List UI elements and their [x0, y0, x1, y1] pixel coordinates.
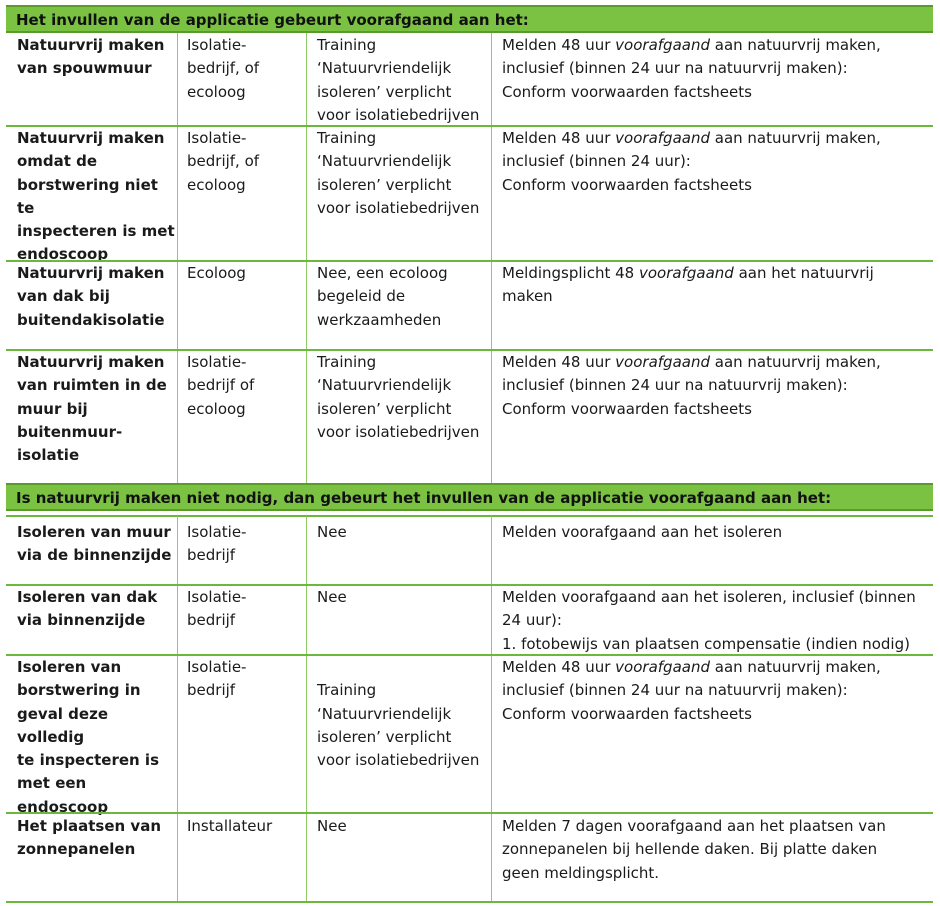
column-divider [177, 516, 178, 902]
activity-cell: Natuurvrij maken van spouwmuur [17, 36, 165, 78]
training-cell: Nee [317, 817, 347, 835]
report-text: Melden 48 uur [502, 36, 616, 54]
report-text: Melden 7 dagen voorafgaand aan het plaatsen van zonnepanelen bij hellende daken. Bij platte daken geen meldingsplicht. [502, 817, 886, 882]
column-divider [491, 516, 492, 902]
report-cell [502, 34, 927, 104]
report-text: Melden voorafgaand aan het isoleren [502, 523, 783, 541]
performer-cell: Isolatie- bedrijf, of ecoloog [187, 36, 260, 101]
training-cell: Training ‘Natuurvriendelijk isoleren’ verplicht voor isolatiebedrijven [317, 681, 480, 770]
performer-cell: Isolatie- bedrijf [187, 523, 247, 565]
performer-cell: Isolatie- bedrijf, of ecoloog [187, 129, 260, 194]
report-text: Melden 48 uur [502, 353, 616, 371]
row-divider [6, 901, 933, 903]
activity-cell: Natuurvrij maken van dak bij buitendakisolatie [17, 264, 165, 329]
training-cell: Nee [317, 523, 347, 541]
performer-cell: Isolatie- bedrijf [187, 658, 247, 700]
row-divider [6, 515, 933, 517]
activity-cell: Isoleren van muur via de binnenzijde [17, 523, 172, 565]
report-text: aan natuurvrij maken, inclusief (binnen 24 uur na natuurvrij maken): Conform voorwaarden factsheets [502, 36, 881, 101]
report-text: Melden 48 uur [502, 658, 616, 676]
column-divider [306, 33, 307, 483]
report-emphasis: voorafgaand [615, 129, 710, 147]
training-cell: Training ‘Natuurvriendelijk isoleren’ verplicht voor isolatiebedrijven [317, 353, 480, 441]
report-emphasis: voorafgaand [615, 36, 710, 54]
performer-cell: Ecoloog [187, 264, 246, 282]
section-heading-2: Is natuurvrij maken niet nodig, dan gebeurt het invullen van de applicatie voorafgaand aan het: [6, 483, 933, 511]
report-cell [502, 656, 927, 726]
report-text: Melden 48 uur [502, 129, 616, 147]
activity-cell: Natuurvrij maken van ruimten in de muur bij buitenmuur- isolatie [17, 353, 167, 465]
activity-cell: Isoleren van dak via binnenzijde [17, 588, 158, 630]
report-emphasis: voorafgaand [615, 353, 710, 371]
section-heading-1: Het invullen van de applicatie gebeurt voorafgaand aan het: [6, 5, 933, 33]
column-divider [491, 33, 492, 483]
report-emphasis: voorafgaand [639, 264, 734, 282]
column-divider [306, 516, 307, 902]
report-cell [502, 351, 927, 421]
row-divider [6, 812, 933, 814]
report-cell [502, 262, 927, 309]
report-text: Meldingsplicht 48 [502, 264, 639, 282]
report-cell [502, 521, 927, 544]
report-cell [502, 586, 927, 656]
report-cell [502, 127, 927, 197]
performer-cell: Installateur [187, 817, 273, 835]
column-divider [177, 33, 178, 483]
report-text: Melden voorafgaand aan het isoleren, inclusief (binnen 24 uur): 1. fotobewijs van plaatsen compensatie (indien nodig) [502, 588, 916, 653]
report-text: aan het natuurvrij maken [502, 264, 874, 306]
activity-cell: Natuurvrij maken omdat de borstwering niet te inspecteren is met endoscoop [17, 129, 175, 264]
training-cell: Nee [317, 588, 347, 606]
activity-cell: Het plaatsen van zonnepanelen [17, 817, 161, 859]
performer-cell: Isolatie- bedrijf of ecoloog [187, 353, 255, 418]
training-cell: Training ‘Natuurvriendelijk isoleren’ verplicht voor isolatiebedrijven [317, 36, 480, 124]
report-text: aan natuurvrij maken, inclusief (binnen 24 uur na natuurvrij maken): Conform voorwaarden factsheets [502, 353, 881, 418]
report-cell [502, 815, 927, 885]
performer-cell: Isolatie- bedrijf [187, 588, 247, 630]
training-cell: Training ‘Natuurvriendelijk isoleren’ verplicht voor isolatiebedrijven [317, 129, 480, 217]
training-cell: Nee, een ecoloog begeleid de werkzaamheden [317, 264, 448, 329]
activity-cell: Isoleren van borstwering in geval deze volledig te inspecteren is met een endoscoop [17, 658, 160, 816]
report-text: aan natuurvrij maken, inclusief (binnen 24 uur na natuurvrij maken): Conform voorwaarden factsheets [502, 658, 881, 723]
report-text: aan natuurvrij maken, inclusief (binnen 24 uur): Conform voorwaarden factsheets [502, 129, 881, 194]
report-emphasis: voorafgaand [615, 658, 710, 676]
